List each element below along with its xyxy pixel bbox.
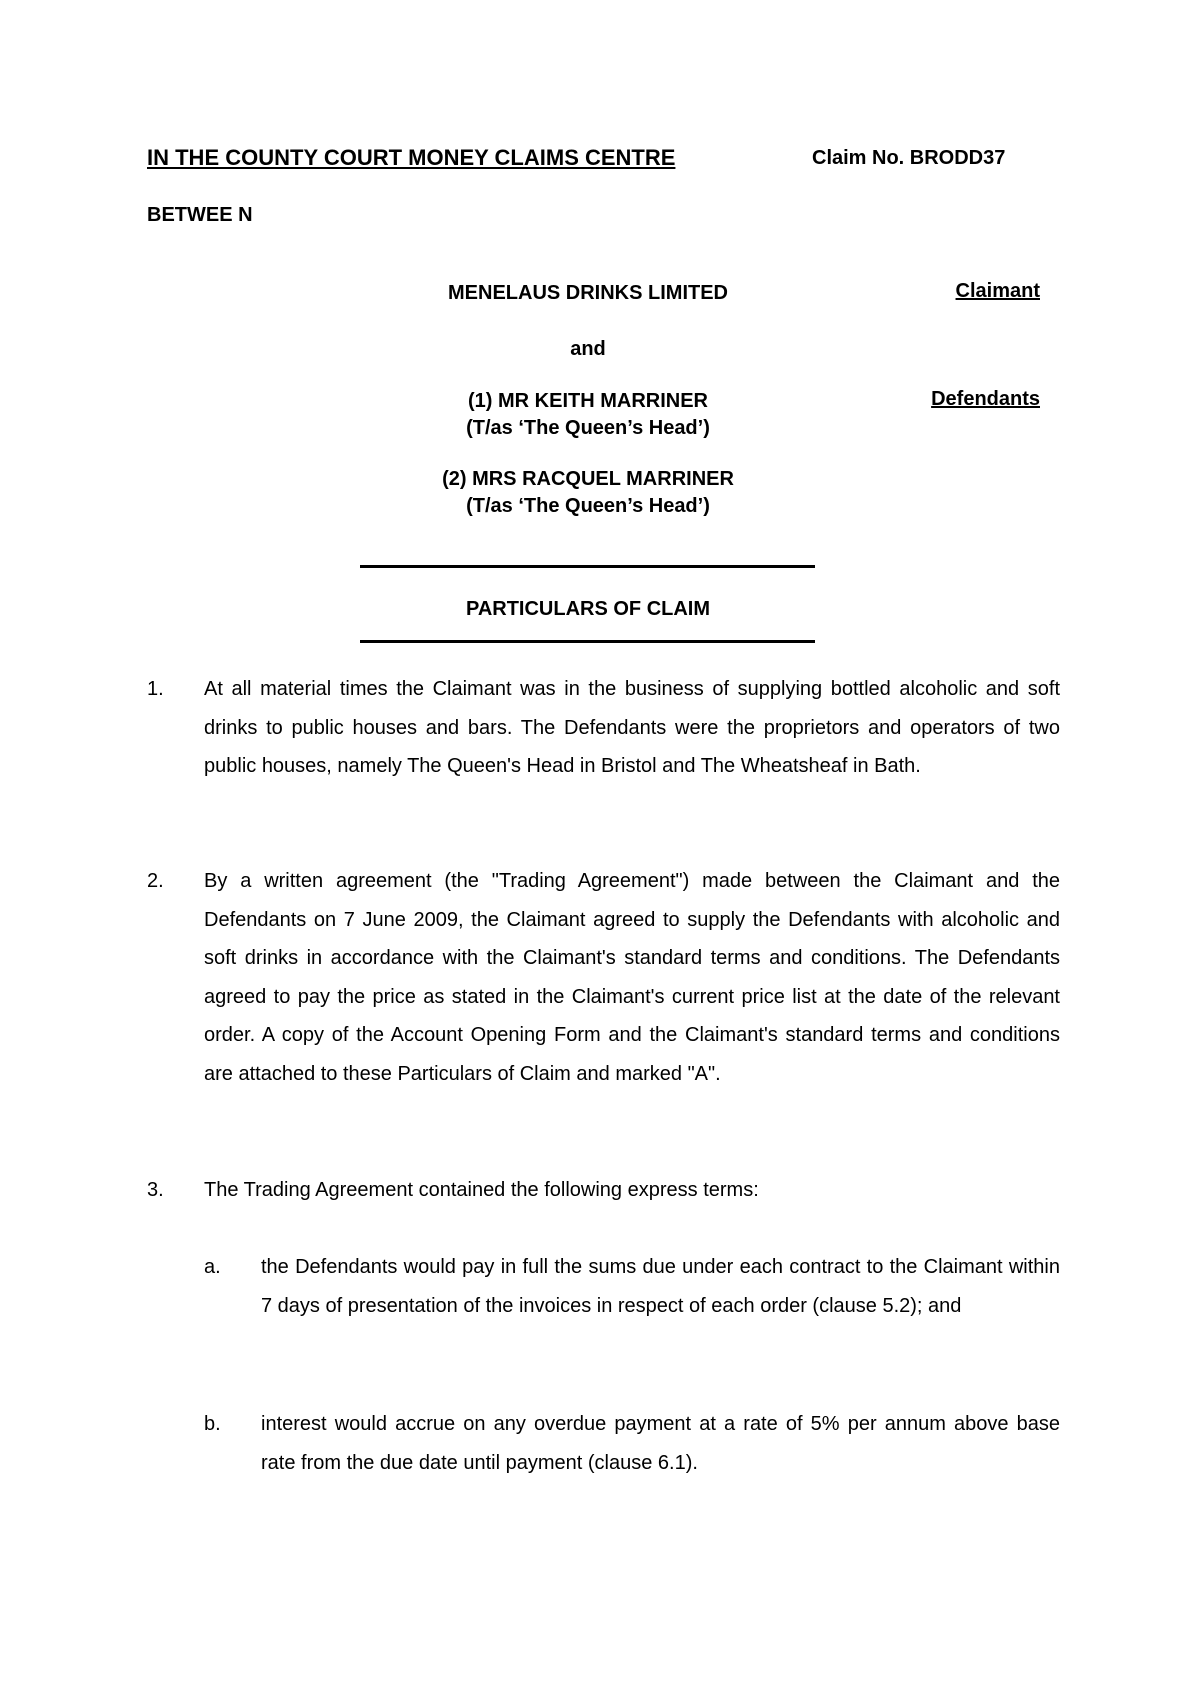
title-rule-top	[360, 565, 815, 568]
subparagraph-b-letter: b.	[204, 1413, 221, 1435]
paragraph-1-text: At all material times the Claimant was in the business of supplying bottled alcoholic and soft drinks to public houses and bars. The Defendants were the proprietors and operators of two public houses, namely The Queen's Head in Bristol and The Wheatsheaf in Bath.	[204, 678, 1060, 777]
title-rule-bottom	[360, 640, 815, 643]
defendant-2-name: (2) MRS RACQUEL MARRINER	[442, 468, 734, 490]
paragraph-3-number: 3.	[147, 1179, 164, 1201]
paragraph-1-number: 1.	[147, 678, 164, 700]
defendant-1-trading-name: (T/as ‘The Queen’s Head’)	[466, 417, 710, 439]
defendant-2-trading-name: (T/as ‘The Queen’s Head’)	[466, 495, 710, 517]
and-label: and	[570, 338, 606, 360]
court-heading: IN THE COUNTY COURT MONEY CLAIMS CENTRE	[147, 145, 676, 170]
claimant-name: MENELAUS DRINKS LIMITED	[448, 282, 728, 304]
document-title: PARTICULARS OF CLAIM	[465, 598, 711, 620]
paragraph-2-text: By a written agreement (the "Trading Agreement") made between the Claimant and the Defendants on 7 June 2009, the Claimant agreed to supply the Defendants with alcoholic and soft drinks in accordance with the Claimant's standard terms and conditions. The Defendants agreed to pay the price as stated in the Claimant's current price list at the date of the relevant order. A copy of the Account Opening Form and the Claimant's standard terms and conditions are attached to these Particulars of Claim and marked "A".	[204, 870, 1060, 1085]
subparagraph-a-letter: a.	[204, 1256, 221, 1278]
subparagraph-a-text: the Defendants would pay in full the sums due under each contract to the Claimant within 7 days of presentation of the invoices in respect of each order (clause 5.2); and	[261, 1256, 1060, 1317]
claim-number: Claim No. BRODD37	[812, 147, 1006, 169]
paragraph-3-text: The Trading Agreement contained the following express terms:	[204, 1179, 759, 1201]
paragraph-2-number: 2.	[147, 870, 164, 892]
defendants-role: Defendants	[931, 388, 1040, 410]
subparagraph-b-text: interest would accrue on any overdue payment at a rate of 5% per annum above base rate from the due date until payment (clause 6.1).	[261, 1413, 1060, 1474]
claimant-role: Claimant	[955, 280, 1040, 302]
between-label: BETWEE N	[147, 204, 253, 226]
defendant-1-name: (1) MR KEITH MARRINER	[468, 390, 708, 412]
